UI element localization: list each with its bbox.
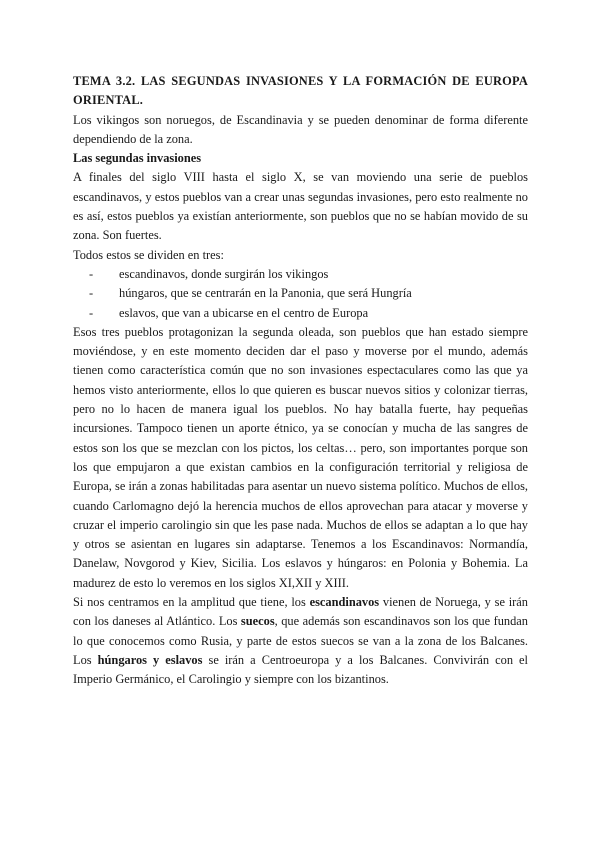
peoples-list: [73, 265, 528, 323]
dash-bullet: -: [89, 266, 94, 281]
list-item: [73, 304, 528, 323]
bold-term-escandinavos: escandinavos: [309, 595, 380, 610]
bold-term-hungaros-eslavos: húngaros y eslavos: [97, 652, 203, 667]
section-heading: Las segundas invasiones: [73, 151, 202, 166]
list-item-text: húngaros, que se centrarán en la Panonia, que será Hungría: [119, 286, 412, 301]
document-title: TEMA 3.2. LAS SEGUNDAS INVASIONES Y LA FORMACIÓN DE EUROPA ORIENTAL.: [73, 74, 528, 108]
text-run: se irán a Centroeuropa y a los Balcanes. Convivirán con el Imperio Germánico, el Carolingio y siempre con los bizantinos.: [73, 652, 529, 687]
list-intro: Todos estos se dividen en tres:: [73, 247, 224, 262]
paragraph-1: A finales del siglo VIII hasta el siglo X, se van moviendo una serie de pueblos escandinavos, y estos pueblos van a crear unas segundas invasiones, pero esto realmente no es así, estos pueblos ya existían anteriormente, son pueblos que no se habían movido de su zona. Son fuertes.: [73, 170, 528, 243]
intro-paragraph: Los vikingos son noruegos, de Escandinavia y se pueden denominar de forma diferente dependiendo de la zona.: [73, 112, 528, 146]
text-run: vienen de Noruega, y se irán con los daneses al Atlántico. Los: [73, 595, 528, 629]
document-body: [73, 72, 528, 690]
dash-bullet: -: [89, 305, 94, 320]
text-run: Si nos centramos en la amplitud que tiene, los: [73, 595, 310, 610]
text-run: , que además son escandinavos son los que fundan lo que conocemos como Rusia, y parte de estos suecos se van a la zona de los Balcanes. Los: [73, 614, 528, 667]
list-item-text: eslavos, que van a ubicarse en el centro de Europa: [119, 305, 369, 320]
list-item-text: escandinavos, donde surgirán los vikingos: [119, 266, 329, 281]
bold-term-suecos: suecos: [240, 614, 275, 629]
paragraph-2: Esos tres pueblos protagonizan la segunda oleada, son pueblos que han estado siempre moviéndose, y en este momento deciden dar el paso y moverse por el mundo, además tienen como característica común que no son invasiones espectaculares como las que ya hemos visto anteriormente, ellos lo que quieren es buscar nuevos sitios y colonizar tierras, pero no lo hacen de manera igual los pueblos. No hay batalla fuerte, hay pequeñas incursiones. Tampoco tienen un aporte étnico, ya se conocían y mucha de las sangres de estos son los que se mezclan con los pictos, los celtas… pero, son importantes porque son los que empujaron a que existan cambios en la configuración territorial y religiosa de Europa, se irán a zonas habilitadas para asentar un nuevo sistema político. Muchos de ellos, cuando Carlomagno dejó la herencia muchos de ellos aprovechan para atacar y moverse y cruzar el imperio carolingio sin que les pase nada. Muchos de ellos se adaptan a lo que hay y otros se asientan en lugares sin adaptarse. Tenemos a los Escandinavos: Normandía, Danelaw, Novgorod y Kiev, Sicilia. Los eslavos y húngaros: en Polonia y Bohemia. La madurez de esto lo veremos en los siglos XI,XII y XIII.: [73, 324, 528, 590]
paragraph-3: [73, 593, 528, 689]
list-item: [73, 284, 528, 303]
list-item: [73, 265, 528, 284]
dash-bullet: -: [89, 286, 94, 301]
